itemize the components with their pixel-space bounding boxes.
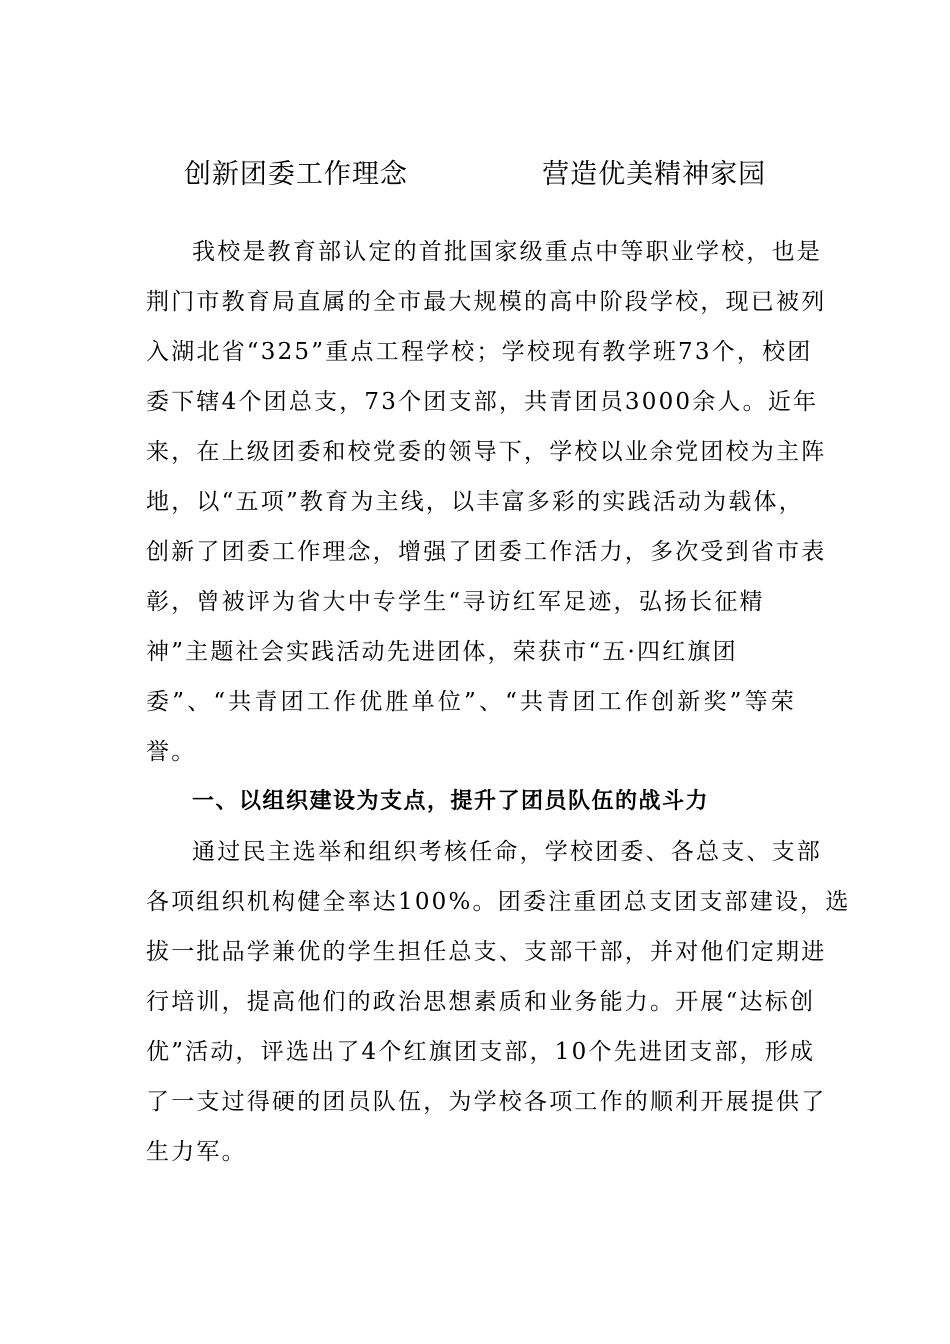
paragraph-line: 神”主题社会实践活动先进团体，荣获市“五·四红旗团 [146,639,738,665]
section-heading: 一、以组织建设为支点，提升了团员队伍的战斗力 [192,789,710,814]
paragraph-line: 来，在上级团委和校党委的领导下，学校以业余党团校为主阵 [146,439,827,465]
paragraph-line: 行培训，提高他们的政治思想素质和业务能力。开展“达标创 [146,989,816,1015]
paragraph-line: 荆门市教育局直属的全市最大规模的高中阶段学校，现已被列 [146,289,827,315]
paragraph-intro [146,227,827,777]
paragraph-line: 委”、“共青团工作优胜单位”、“共青团工作创新奖”等荣 [146,689,796,715]
paragraph-line: 生力军。 [146,1139,247,1165]
paragraph-organization [146,827,851,1177]
paragraph-line: 了一支过得硬的团员队伍，为学校各项工作的顺利开展提供了 [146,1089,827,1115]
paragraph-line: 彰，曾被评为省大中专学生“寻访红军足迹，弘扬长征精 [146,589,765,615]
paragraph-line: 通过民主选举和组织考核任命，学校团委、各总支、支部 [192,839,822,865]
paragraph-line: 誉。 [146,739,197,765]
paragraph-line: 拔一批品学兼优的学生担任总支、支部干部，并对他们定期进 [146,939,827,965]
paragraph-line: 各项组织机构健全率达100%。团委注重团总支团支部建设，选 [146,889,851,915]
paragraph-line: 地，以“五项”教育为主线，以丰富多彩的实践活动为载体， [146,489,804,515]
paragraph-line: 优”活动，评选出了4个红旗团支部，10个先进团支部，形成 [146,1039,816,1065]
paragraph-line: 我校是教育部认定的首批国家级重点中等职业学校，也是 [192,239,822,265]
document-title: 创新团委工作理念 营造优美精神家园 [183,159,767,190]
paragraph-line: 入湖北省“325”重点工程学校；学校现有教学班73个，校团 [146,339,813,365]
paragraph-line: 创新了团委工作理念，增强了团委工作活力，多次受到省市表 [146,539,827,565]
paragraph-line: 委下辖4个团总支，73个团支部，共青团员3000余人。近年 [146,389,819,415]
